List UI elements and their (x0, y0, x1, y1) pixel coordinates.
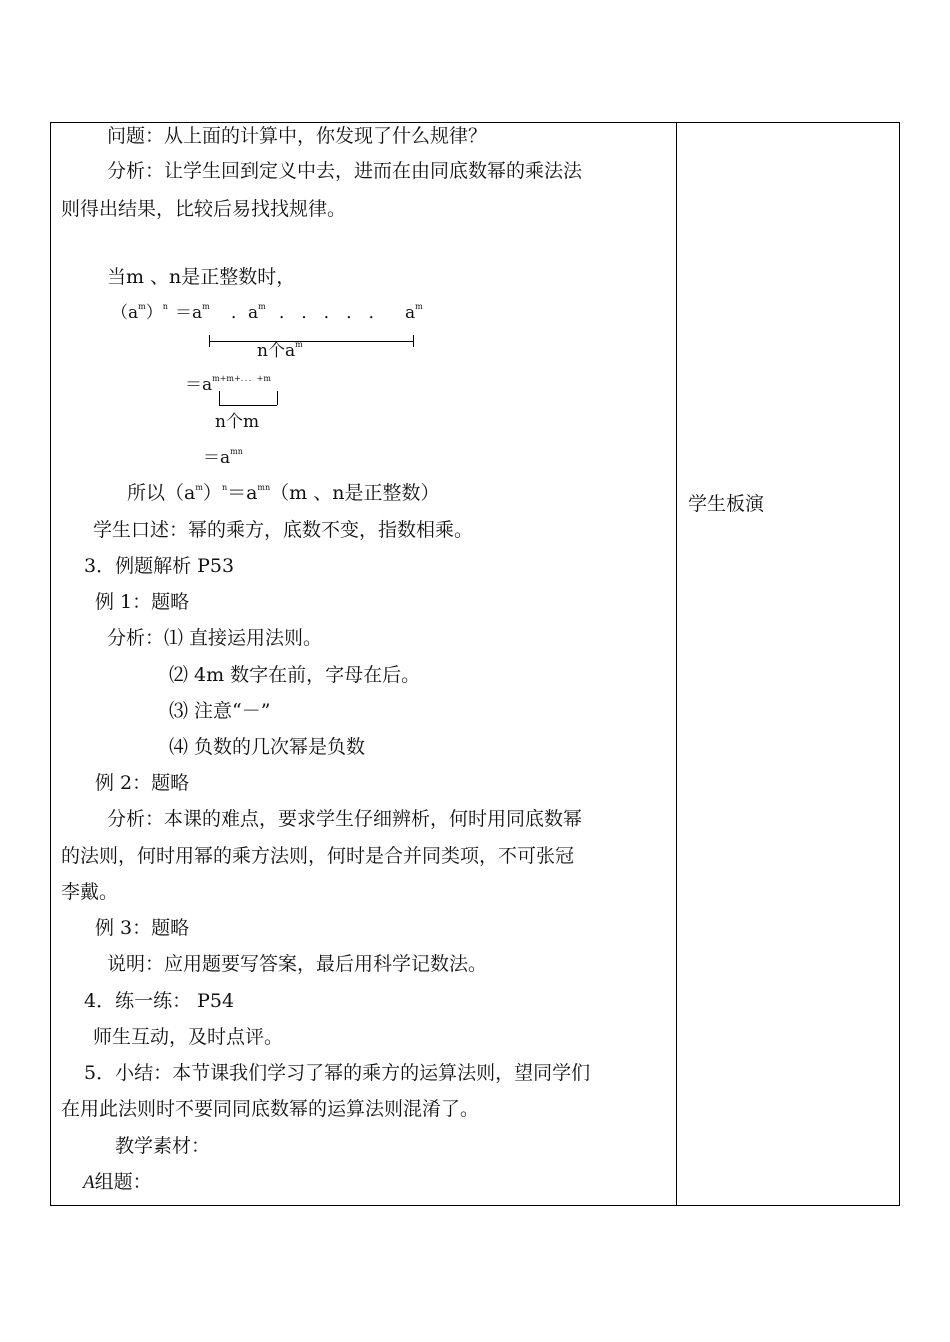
example-3-note: 说明：应用题要写答案，最后用科学记数法。 (107, 953, 488, 975)
column-divider (676, 123, 677, 1205)
conclusion-formula: 所以$(a^m)^n=a^{mn}(m$ 、n是正整数） (127, 482, 440, 504)
lesson-table (50, 122, 900, 1206)
example-1-point-4: ⑷ 负数的几次幂是负数 (169, 736, 366, 758)
section-3-heading: 3．例题解析 P53 (84, 555, 235, 577)
student-board-note: 学生板演 (688, 493, 765, 515)
example-1: 例 1：题略 (95, 591, 190, 613)
example-3: 例 3：题略 (95, 917, 190, 939)
interaction-text: 师生互动，及时点评。 (93, 1026, 284, 1048)
example-2-analysis-line-2: 的法则，何时用幂的乘方法则，何时是合并同类项，不可张冠 (61, 845, 575, 867)
condition-text: 当m 、n是正整数时， (107, 266, 296, 288)
exponent-sum: $=a^{m+m+...+m}$ (185, 374, 272, 395)
factor-brace (209, 341, 413, 342)
power-dots: ． ． ． ． ． (279, 303, 386, 323)
section-5-line-1: 5．小结：本节课我们学习了幂的乘方的运算法则，望同学们 (84, 1062, 591, 1084)
n-m-label: n个m (215, 412, 260, 432)
example-2-analysis-line-3: 李戴。 (61, 881, 119, 903)
power-second-factor: ．$a^m$ (231, 302, 266, 323)
example-1-point-3: ⑶ 注意“－” (169, 700, 271, 722)
exponent-brace-left-tick (219, 391, 220, 405)
power-last-factor: $a^m$ (405, 302, 423, 323)
power-result: $=a^{mn}$ (203, 447, 243, 468)
exponent-brace-right-tick (277, 391, 278, 405)
oral-statement: 学生口述：幂的乘方，底数不变，指数相乘。 (93, 519, 474, 541)
example-2-analysis-line-1: 分析：本课的难点，要求学生仔细辨析，何时用同底数幂 (107, 808, 583, 830)
example-1-point-2: ⑵ 4m 数字在前，字母在后。 (169, 664, 421, 686)
power-lhs: $(a^m)^n$ (111, 302, 168, 323)
exponent-brace (219, 405, 277, 406)
factor-brace-left-tick (209, 335, 210, 347)
n-factors-label: n个$a^m$ (257, 340, 303, 361)
factor-brace-right-tick (413, 335, 414, 347)
materials-heading: 教学素材： (115, 1135, 211, 1157)
group-a-heading: A组题： (83, 1171, 152, 1193)
analysis-line-1: 分析：让学生回到定义中去，进而在由同底数幂的乘法法 (107, 160, 583, 182)
section-4-heading: 4．练一练： P54 (84, 990, 235, 1012)
example-2: 例 2：题略 (95, 772, 190, 794)
question-text: 问题：从上面的计算中，你发现了什么规律？ (107, 125, 488, 147)
section-5-line-2: 在用此法则时不要同同底数幂的运算法则混淆了。 (61, 1098, 480, 1120)
example-1-analysis: 分析：⑴ 直接运用法则。 (107, 627, 323, 649)
power-first-factor: $=a^m$ (175, 302, 210, 323)
analysis-line-2: 则得出结果，比较后易找找规律。 (61, 198, 347, 220)
